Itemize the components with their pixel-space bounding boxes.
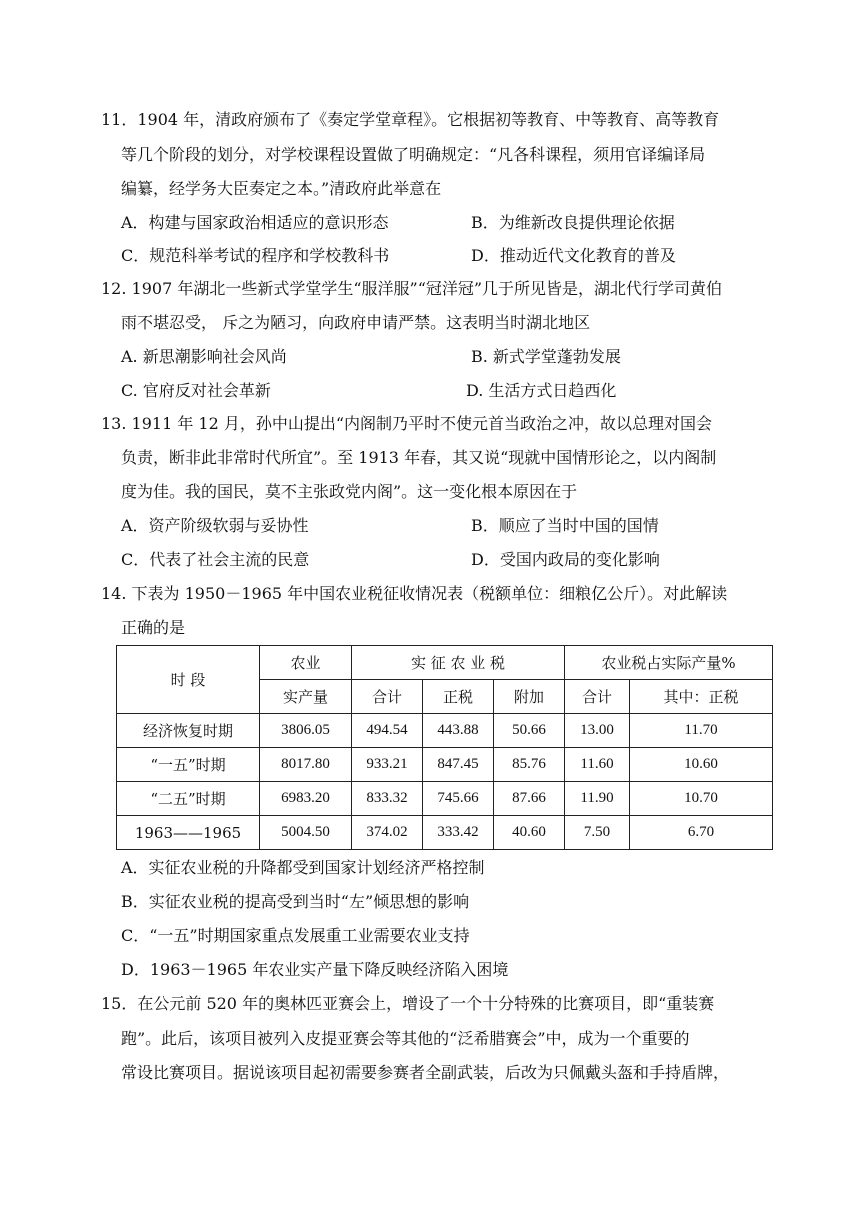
q14-option-a: A．实征农业税的升降都受到国家计划经济严格控制 — [121, 858, 485, 877]
cell-tax-extra: 40.60 — [494, 816, 565, 850]
header-period: 时 段 — [117, 646, 260, 714]
q13-stem-line-3: 度为佳。我的国民，莫不主张政党内阁”。这一变化根本原因在于 — [121, 482, 578, 501]
header-output-line-2: 实产量 — [260, 680, 352, 714]
table-row — [117, 816, 773, 850]
cell-tax-main: 443.88 — [423, 714, 494, 748]
q11-stem-line-1: 11．1904 年，清政府颁布了《奏定学堂章程》。它根据初等教育、中等教育、高等教育 — [101, 110, 720, 129]
cell-output: 3806.05 — [260, 714, 352, 748]
table-row — [117, 714, 773, 748]
cell-share-main: 10.70 — [630, 782, 773, 816]
cell-tax-total: 374.02 — [352, 816, 423, 850]
q11-option-c: C．规范科举考试的程序和学校教科书 — [121, 246, 390, 265]
q11-option-b: B．为维新改良提供理论依据 — [471, 213, 675, 232]
q12-option-b: B. 新式学堂蓬勃发展 — [471, 347, 621, 366]
q12-option-d: D. 生活方式日趋西化 — [466, 381, 617, 400]
cell-tax-total: 933.21 — [352, 748, 423, 782]
cell-tax-main: 333.42 — [423, 816, 494, 850]
cell-tax-extra: 50.66 — [494, 714, 565, 748]
q14-stem-line-1: 14. 下表为 1950－1965 年中国农业税征收情况表（税额单位：细粮亿公斤）。对此解读 — [101, 584, 728, 603]
cell-tax-extra: 87.66 — [494, 782, 565, 816]
q12-option-a: A. 新思潮影响社会风尚 — [121, 347, 287, 366]
q12-stem-line-1: 12. 1907 年湖北一些新式学堂学生“服洋服”“冠洋冠”几于所见皆是，湖北代行学司黄伯 — [101, 279, 723, 298]
cell-period: 1963——1965 — [117, 816, 260, 850]
header-share-total: 合计 — [565, 680, 630, 714]
header-tax-total: 合计 — [352, 680, 423, 714]
cell-share-main: 10.60 — [630, 748, 773, 782]
cell-tax-main: 847.45 — [423, 748, 494, 782]
q14-option-d: D．1963－1965 年农业实产量下降反映经济陷入困境 — [121, 960, 509, 979]
cell-output: 6983.20 — [260, 782, 352, 816]
cell-share-main: 11.70 — [630, 714, 773, 748]
header-actual-tax: 实 征 农 业 税 — [352, 646, 565, 680]
q11-stem-line-3: 编纂，经学务大臣奏定之本。”清政府此举意在 — [121, 179, 442, 198]
cell-share-total: 11.60 — [565, 748, 630, 782]
table-row — [117, 782, 773, 816]
q15-stem-line-1: 15．在公元前 520 年的奥林匹亚赛会上，增设了一个十分特殊的比赛项目，即“重装赛 — [101, 994, 715, 1013]
q11-stem-line-2: 等几个阶段的划分，对学校课程设置做了明确规定：“凡各科课程，须用官译编译局 — [121, 145, 706, 164]
q11-option-a: A．构建与国家政治相适应的意识形态 — [121, 213, 389, 232]
q12-stem-line-2: 雨不堪忍受， 斥之为陋习，向政府申请严禁。这表明当时湖北地区 — [121, 313, 591, 332]
q13-option-a: A．资产阶级软弱与妥协性 — [121, 516, 309, 535]
cell-tax-total: 833.32 — [352, 782, 423, 816]
q12-option-c: C. 官府反对社会革新 — [121, 381, 271, 400]
agricultural-tax-table — [116, 645, 773, 850]
q14-option-c: C．“一五”时期国家重点发展重工业需要农业支持 — [121, 926, 470, 945]
q13-option-c: C．代表了社会主流的民意 — [121, 550, 310, 569]
cell-period: “二五”时期 — [117, 782, 260, 816]
header-output-line-1: 农业 — [260, 646, 352, 680]
table-row — [117, 748, 773, 782]
q14-stem-line-2: 正确的是 — [121, 618, 186, 637]
cell-share-total: 11.90 — [565, 782, 630, 816]
q13-option-d: D．受国内政局的变化影响 — [471, 550, 660, 569]
cell-share-main: 6.70 — [630, 816, 773, 850]
q13-stem-line-1: 13. 1911 年 12 月，孙中山提出“内阁制乃平时不使元首当政治之冲，故以总理对国会 — [101, 414, 713, 433]
cell-period: 经济恢复时期 — [117, 714, 260, 748]
cell-share-total: 13.00 — [565, 714, 630, 748]
cell-tax-main: 745.66 — [423, 782, 494, 816]
q15-stem-line-3: 常设比赛项目。据说该项目起初需要参赛者全副武装，后改为只佩戴头盔和手持盾牌， — [121, 1063, 730, 1082]
cell-output: 5004.50 — [260, 816, 352, 850]
cell-share-total: 7.50 — [565, 816, 630, 850]
q13-option-b: B．顺应了当时中国的国情 — [471, 516, 659, 535]
header-tax-share: 农业税占实际产量% — [565, 646, 773, 680]
header-share-main: 其中：正税 — [630, 680, 773, 714]
cell-output: 8017.80 — [260, 748, 352, 782]
cell-tax-extra: 85.76 — [494, 748, 565, 782]
header-tax-main: 正税 — [423, 680, 494, 714]
q11-option-d: D．推动近代文化教育的普及 — [471, 246, 676, 265]
header-tax-extra: 附加 — [494, 680, 565, 714]
q15-stem-line-2: 跑”。此后，该项目被列入皮提亚赛会等其他的“泛希腊赛会”中，成为一个重要的 — [121, 1029, 690, 1048]
q13-stem-line-2: 负责，断非此非常时代所宜”。至 1913 年春，其又说“现就中国情形论之，以内阁制 — [121, 448, 717, 467]
cell-period: “一五”时期 — [117, 748, 260, 782]
cell-tax-total: 494.54 — [352, 714, 423, 748]
q14-option-b: B．实征农业税的提高受到当时“左”倾思想的影响 — [121, 892, 470, 911]
